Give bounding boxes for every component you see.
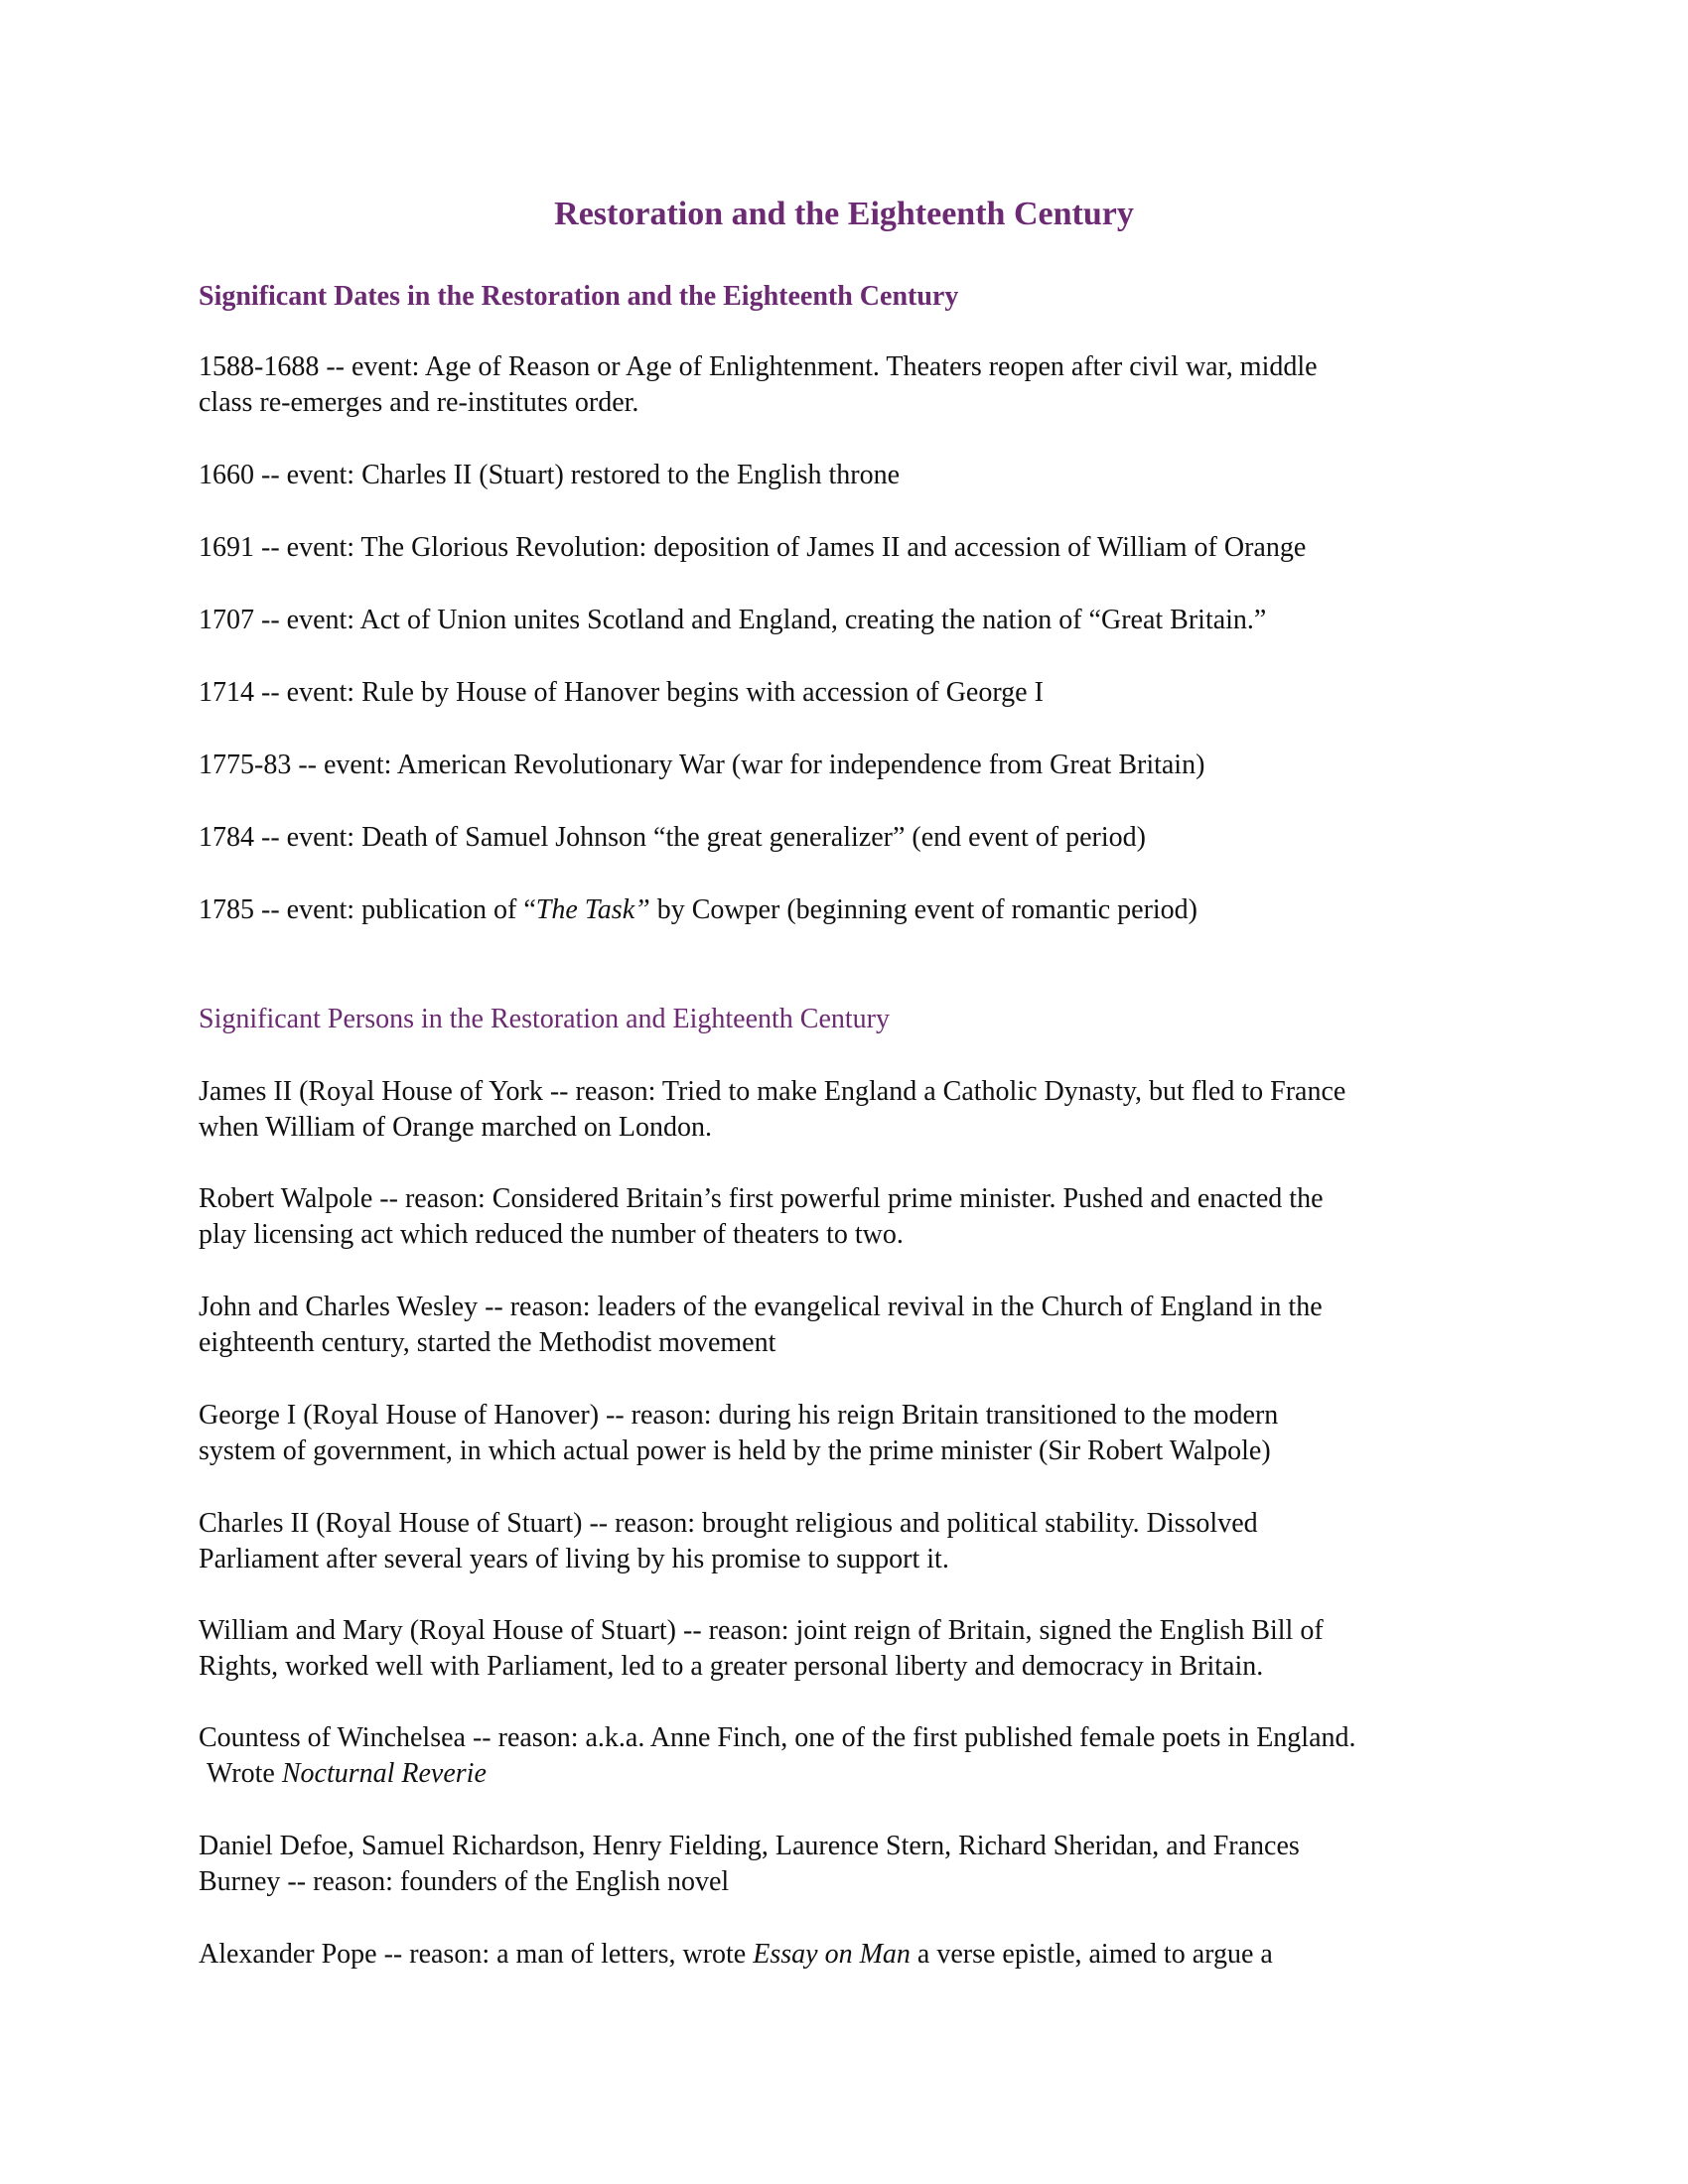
person-entry: Countess of Winchelsea -- reason: a.k.a. Anne Finch, one of the first published female poets in England. Wrote Nocturnal Reverie	[199, 1722, 1356, 1789]
date-entry: 1775-83 -- event: American Revolutionary War (war for independence from Great Britain)	[199, 750, 1205, 780]
date-entry: 1714 -- event: Rule by House of Hanover begins with accession of George I	[199, 677, 1044, 708]
date-entry: 1691 -- event: The Glorious Revolution: deposition of James II and accession of William of Orange	[199, 532, 1307, 563]
person-entry: Robert Walpole -- reason: Considered Britain’s first powerful prime minister. Pushed and enacted the play licensing act which reduced the number of theaters to two.	[199, 1183, 1324, 1250]
person-entry: Charles II (Royal House of Stuart) -- reason: brought religious and political stability. Dissolved Parliament after several years of living by his promise to support it.	[199, 1508, 1258, 1574]
person-entry: Daniel Defoe, Samuel Richardson, Henry Fielding, Laurence Stern, Richard Sheridan, and Frances Burney -- reason: founders of the English novel	[199, 1831, 1300, 1897]
person-entry: John and Charles Wesley -- reason: leaders of the evangelical revival in the Church of England in the eighteenth century, started the Methodist movement	[199, 1292, 1323, 1358]
date-entry: 1785 -- event: publication of “The Task” by Cowper (beginning event of romantic period)	[199, 894, 1197, 925]
persons-section-heading: Significant Persons in the Restoration and Eighteenth Century	[199, 1004, 890, 1034]
dates-section-heading: Significant Dates in the Restoration and the Eighteenth Century	[199, 281, 959, 312]
person-entry: George I (Royal House of Hanover) -- reason: during his reign Britain transitioned to the modern system of government, in which actual power is held by the prime minister (Sir Robert Walpole)	[199, 1400, 1279, 1466]
date-entry: 1784 -- event: Death of Samuel Johnson “the great generalizer” (end event of period)	[199, 822, 1146, 853]
person-entry: James II (Royal House of York -- reason: Tried to make England a Catholic Dynasty, but fled to France when William of Orange marched on London.	[199, 1076, 1346, 1143]
person-entry: Alexander Pope -- reason: a man of letters, wrote Essay on Man a verse epistle, aimed to argue a	[199, 1939, 1273, 1970]
person-entry: William and Mary (Royal House of Stuart) -- reason: joint reign of Britain, signed the English Bill of Rights, worked well with Parliament, led to a greater personal liberty and democracy in Britain.	[199, 1615, 1324, 1682]
date-entry: 1660 -- event: Charles II (Stuart) restored to the English throne	[199, 460, 901, 490]
page-title: Restoration and the Eighteenth Century	[554, 196, 1134, 232]
date-entry: 1707 -- event: Act of Union unites Scotland and England, creating the nation of “Great Britain.”	[199, 605, 1267, 635]
date-entry: 1588-1688 -- event: Age of Reason or Age of Enlightenment. Theaters reopen after civil war, middle class re-emerges and re-institutes order.	[199, 351, 1318, 418]
